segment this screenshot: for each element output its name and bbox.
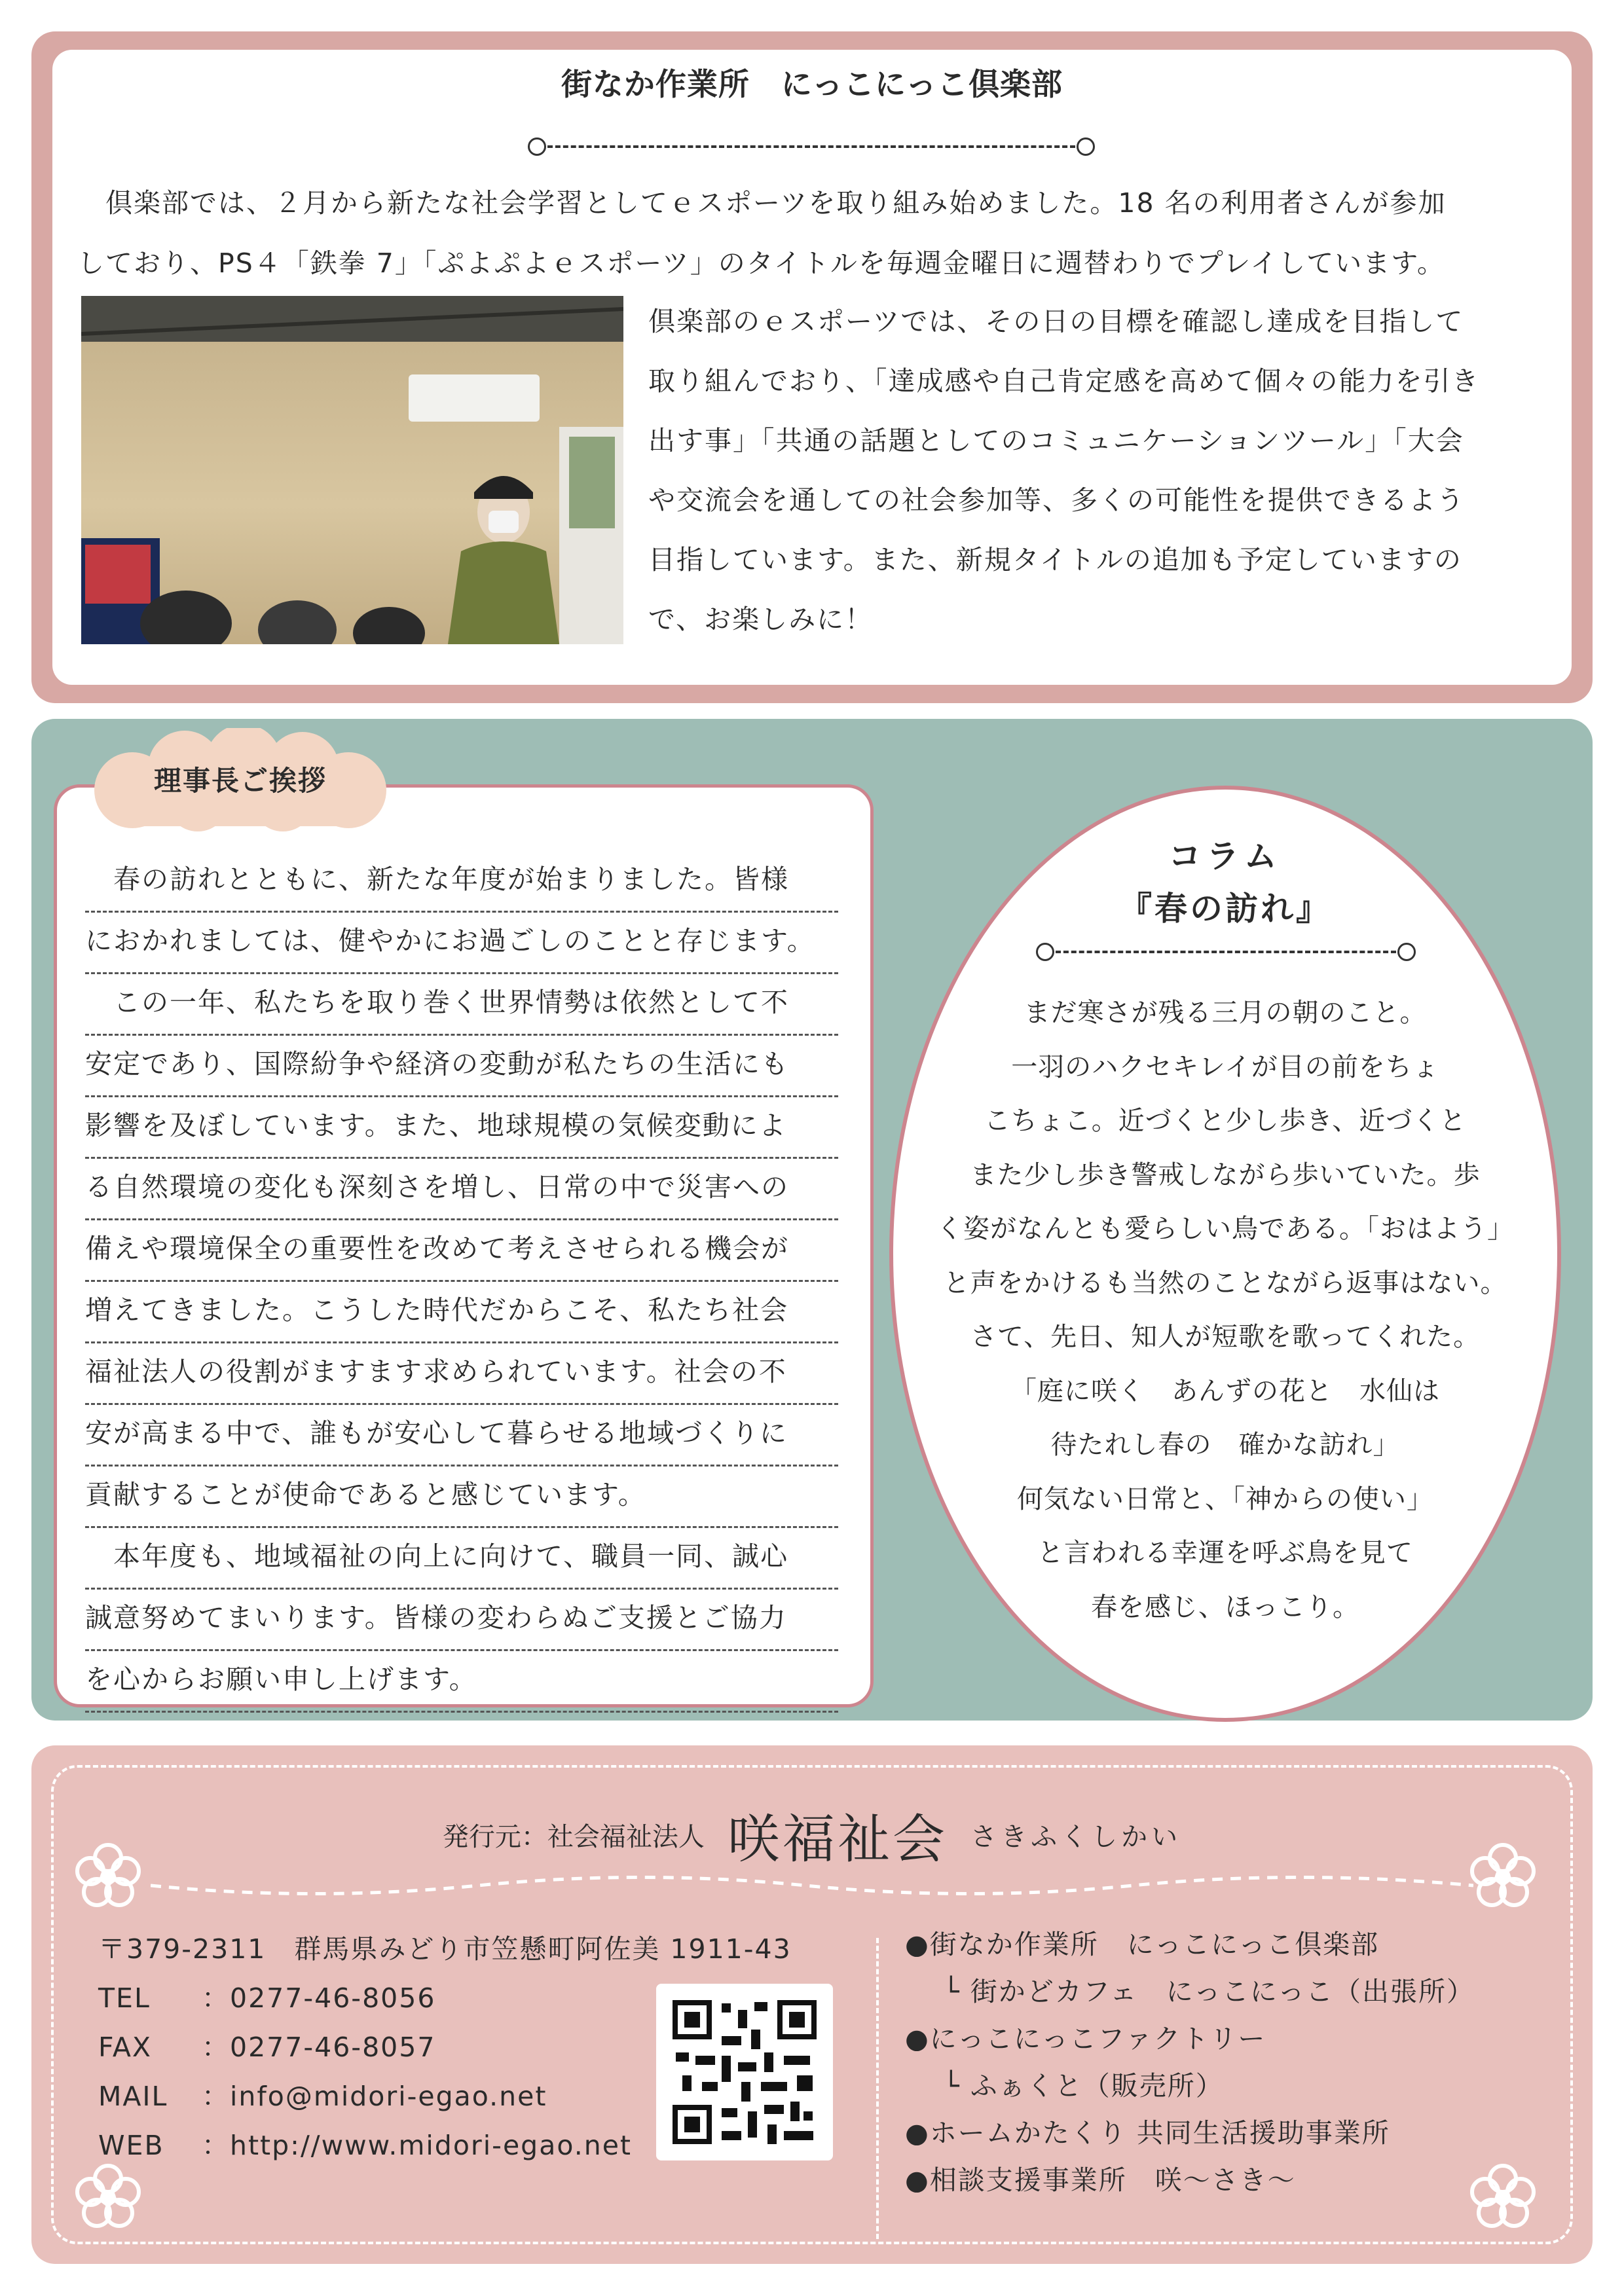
facility-item: ●相談支援事業所 咲〜さき〜 bbox=[905, 2164, 1296, 2196]
greeting-line: 増えてきました。こうした時代だからこそ、私たち社会 bbox=[85, 1282, 838, 1343]
column-line: こちょこ。近づくと少し歩き、近づくと bbox=[984, 1106, 1467, 1136]
club-intro-line-2: しており、PS４「鉄拳 7」「ぷよぷよｅスポーツ」のタイトルを毎週金曜日に週替わりでプレイしています。 bbox=[77, 247, 1445, 279]
flower-icon bbox=[72, 1840, 144, 1912]
facility-item: └ 街かどカフェ にっこにっこ（出張所） bbox=[905, 1976, 1475, 2007]
greeting-line: この一年、私たちを取り巻く世界情勢は依然として不 bbox=[85, 974, 838, 1036]
club-body bbox=[648, 292, 1480, 649]
column-line: と声をかけるも当然のことながら返事はない。 bbox=[943, 1267, 1507, 1298]
facility-item: ●にっこにっこファクトリー bbox=[905, 2023, 1266, 2054]
fax-label: FAX bbox=[98, 2032, 152, 2063]
column-divider bbox=[1036, 943, 1416, 960]
column-line: と言われる幸運を呼ぶ鳥を見て bbox=[1037, 1538, 1413, 1568]
flower-icon bbox=[1467, 2160, 1539, 2232]
org-name: 咲福祉会 bbox=[728, 1809, 948, 1870]
greeting-line: 福祉法人の役割がますます求められています。社会の不 bbox=[85, 1343, 838, 1405]
postal-address: 〒379-2311 群馬県みどり市笠懸町阿佐美 1911-43 bbox=[98, 1933, 792, 1965]
tel-value: ：0277-46-8056 bbox=[202, 1982, 436, 2014]
facility-item: ●ホームかたくり 共同生活援助事業所 bbox=[905, 2117, 1390, 2149]
column-line: く姿がなんとも愛らしい鳥である。「おはよう」 bbox=[936, 1214, 1514, 1244]
column-title: 『春の訪れ』 bbox=[1119, 890, 1331, 928]
mail-value[interactable]: ：info@midori-egao.net bbox=[202, 2081, 547, 2112]
column-line: まだ寒さが残る三月の朝のこと。 bbox=[1024, 998, 1427, 1028]
facility-item: ●街なか作業所 にっこにっこ倶楽部 bbox=[905, 1929, 1380, 1960]
greeting-line: 影響を及ぼしています。また、地球規模の気候変動によ bbox=[85, 1097, 838, 1159]
greeting-line: 本年度も、地域福祉の向上に向けて、職員一同、誠心 bbox=[85, 1528, 838, 1590]
esports-photo-scene bbox=[81, 296, 623, 644]
column-line: 待たれし春の 確かな訪れ」 bbox=[1050, 1430, 1400, 1460]
facility-item: └ ふぁくと（販売所） bbox=[905, 2070, 1224, 2102]
greeting-title: 理事長ご挨拶 bbox=[153, 765, 327, 797]
qr-code-icon bbox=[656, 1984, 833, 2160]
title-divider bbox=[528, 137, 1095, 155]
greeting-body bbox=[85, 851, 838, 1713]
web-value[interactable]: ：http://www.midori-egao.net bbox=[202, 2130, 633, 2161]
greeting-line: 誠意努めてまいります。皆様の変わらぬご支援とご協力 bbox=[85, 1590, 838, 1651]
greeting-line: 貢献することが使命であると感じています。 bbox=[85, 1467, 838, 1528]
footer-vertical-divider bbox=[876, 1938, 879, 2239]
org-kana: さきふくしかい bbox=[970, 1822, 1182, 1852]
column-line: 「庭に咲く あんずの花と 水仙は bbox=[1010, 1376, 1440, 1406]
column-line: 一羽のハクセキレイが目の前をちょ bbox=[1011, 1051, 1439, 1082]
footer-wave-divider bbox=[151, 1872, 1473, 1899]
greeting-line: 安定であり、国際紛争や経済の変動が私たちの生活にも bbox=[85, 1036, 838, 1097]
column-line: また少し歩き警戒しながら歩いていた。歩 bbox=[970, 1159, 1481, 1190]
greeting-line: を心からお願い申し上げます。 bbox=[85, 1651, 838, 1713]
club-body-line: 取り組んでおり、「達成感や自己肯定感を高めて個々の能力を引き bbox=[648, 365, 1480, 397]
club-intro-line-1: 倶楽部では、２月から新たな社会学習としてｅスポーツを取り組み始めました。18 名の利用者さんが参加 bbox=[77, 187, 1447, 219]
club-body-line: で、お楽しみに！ bbox=[648, 604, 874, 635]
club-body-line: や交流会を通しての社会参加等、多くの可能性を提供できるよう bbox=[648, 484, 1465, 516]
qr-code[interactable] bbox=[656, 1984, 833, 2160]
club-title: 街なか作業所 にっこにっこ倶楽部 bbox=[561, 67, 1063, 103]
column-label: コラム bbox=[1168, 837, 1282, 875]
greeting-line: におかれましては、健やかにお過ごしのことと存じます。 bbox=[85, 913, 838, 974]
column-line: さて、先日、知人が短歌を歌ってくれた。 bbox=[970, 1322, 1481, 1352]
facility-list bbox=[905, 1921, 1475, 2204]
tel-label: TEL bbox=[98, 1982, 151, 2014]
column-line: 春を感じ、ほっこり。 bbox=[1091, 1592, 1359, 1622]
greeting-line: る自然環境の変化も深刻さを増し、日常の中で災害への bbox=[85, 1159, 838, 1220]
column-body bbox=[889, 986, 1561, 1634]
web-label: WEB bbox=[98, 2130, 164, 2161]
mail-label: MAIL bbox=[98, 2081, 168, 2112]
greeting-line: 春の訪れとともに、新たな年度が始まりました。皆様 bbox=[85, 851, 838, 913]
column-line: 何気ない日常と、「神からの使い」 bbox=[1017, 1484, 1433, 1514]
club-body-line: 出す事」「共通の話題としてのコミュニケーションツール」「大会 bbox=[648, 425, 1464, 456]
club-body-line: 目指しています。また、新規タイトルの追加も予定していますの bbox=[648, 544, 1462, 575]
club-body-line: 倶楽部のｅスポーツでは、その日の目標を確認し達成を目指して bbox=[648, 306, 1464, 337]
esports-photo bbox=[81, 296, 623, 644]
flower-icon bbox=[72, 2160, 144, 2232]
greeting-line: 備えや環境保全の重要性を改めて考えさせられる機会が bbox=[85, 1220, 838, 1282]
flower-icon bbox=[1467, 1840, 1539, 1912]
greeting-line: 安が高まる中で、誰もが安心して暮らせる地域づくりに bbox=[85, 1405, 838, 1467]
publisher-label: 発行元：社会福祉法人 bbox=[442, 1822, 705, 1852]
publisher-line bbox=[0, 1797, 1624, 1872]
fax-value: ：0277-46-8057 bbox=[202, 2032, 436, 2063]
